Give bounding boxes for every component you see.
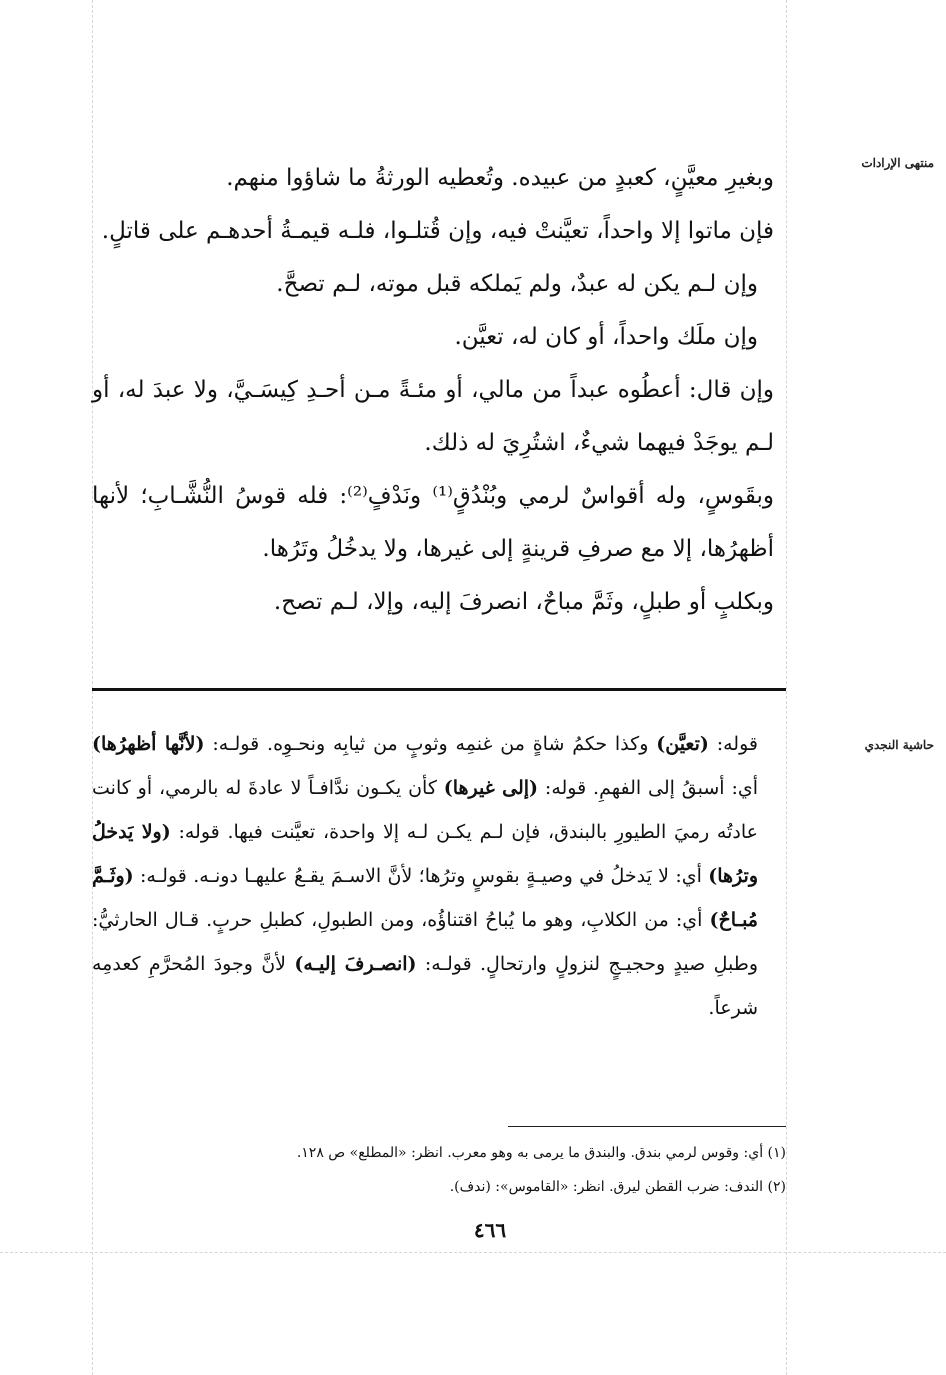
main-paragraph: وإن ملَك واحداً، أو كان له، تعيَّن. [454,324,758,350]
page-number: ٤٦٦ [473,1218,507,1242]
commentary-text [92,722,786,1030]
commentary-paragraph [92,722,786,1030]
margin-label-book-title: منتهى الإرادات [861,156,934,170]
commentary-segment: لأنَّ وجودَ المُحرَّمِ كعدمِه شرعاً. [92,953,758,1019]
margin-label-commentary: حاشية النجدي [864,738,934,752]
commentary-lemma: (وثَـمَّ مُبـاحٌ) [92,865,758,931]
main-paragraph: وإن قال: أعطُوه عبداً من مالي، أو مئـةً مـن أحـدِ كِيسَـيَّ، ولا عبدَ له، أو لـم يوجَدْ فيهما شيءٌ، اشتُرِيَ له ذلك. [92,377,774,456]
main-paragraph: وإن لـم يكن له عبدٌ، ولم يَملكه قبل موته، لـم تصحَّ. [276,271,758,297]
margin-guide-right [786,0,787,1375]
main-paragraph: وبكلبٍ أو طبلٍ، وثَمَّ مباحٌ، انصرفَ إليه، وإلا، لـم تصح. [273,589,774,615]
footnote-divider [508,1126,786,1127]
section-divider [92,688,786,691]
commentary-lemma: (إلى غيرها) [443,777,539,799]
commentary-segment: أي: من الكلابِ، وهو ما يُباحُ اقتناؤُه، ومن الطبولِ، كطبلِ حربٍ. قـال الحارثيُّ: وطبلِ صيدٍ وحجيـجٍ لنزولٍ وارتحالٍ. قولـه: [92,909,759,975]
footnotes [92,1136,786,1204]
commentary-segment: كأن يكـون ندَّافـاً لا عادةَ له بالرمي، أو كانت عادتُه رميَ الطيورِ بالبندق، فإن لـم يكـن لـه إلا واحدة، تعيَّنت فيها. قوله: [92,777,758,843]
main-paragraph: فإن ماتوا إلا واحداً، تعيَّنتْ فيه، وإن قُتلـوا، فلـه قيمـةُ أحدهـم على قاتلٍ. [101,218,774,244]
commentary-lemma: (تعيَّن) [656,733,709,755]
commentary-segment: وكذا حكمُ شاةٍ من غنمِه وثوبٍ من ثيابِه ونحـوِه. قولـه: [204,733,657,755]
commentary-lemma: (انصـرفَ إليـه) [294,953,417,975]
main-paragraph: وبقَوسٍ، وله أقواسٌ لرمي وبُنْدُقٍ⁽¹⁾ ونَدْفٍ⁽²⁾: فله قوسُ النُّشَّـابِ؛ لأنها أظهرُها، إلا مع صرفِ قرينةٍ إلى غيرها، ولا يدخُلُ وتَرُها. [92,483,774,562]
footnote-item: (١) أي: وقوس لرمي بندق. والبندق ما يرمى به وهو معرب. انظر: «المطلع» ص ١٢٨. [296,1145,786,1161]
commentary-segment: أي: لا يَدخلُ في وصيـةٍ بقوسٍ وترُها؛ لأنَّ الاسـمَ يقـعُ عليهـا دونـه. قولـه: [133,865,709,887]
commentary-lemma: (لأنَّها أظهرُها) [92,733,205,755]
main-paragraph: وبغيرِ معيَّنٍ، كعبدٍ من عبيده. وتُعطيه الورثةُ ما شاؤوا منهم. [226,165,774,191]
commentary-lemma: (ولا يَدخلُ وترُها) [92,821,758,887]
commentary-segment: أي: أسبقُ إلى الفهمِ. قوله: [538,777,758,799]
margin-guide-bottom [0,1252,946,1253]
commentary-segment: قوله: [708,733,758,755]
footnote-item: (٢) الندف: ضرب القطن ليرق. انظر: «القاموس»: (ندف). [449,1179,786,1195]
main-text [92,152,786,629]
